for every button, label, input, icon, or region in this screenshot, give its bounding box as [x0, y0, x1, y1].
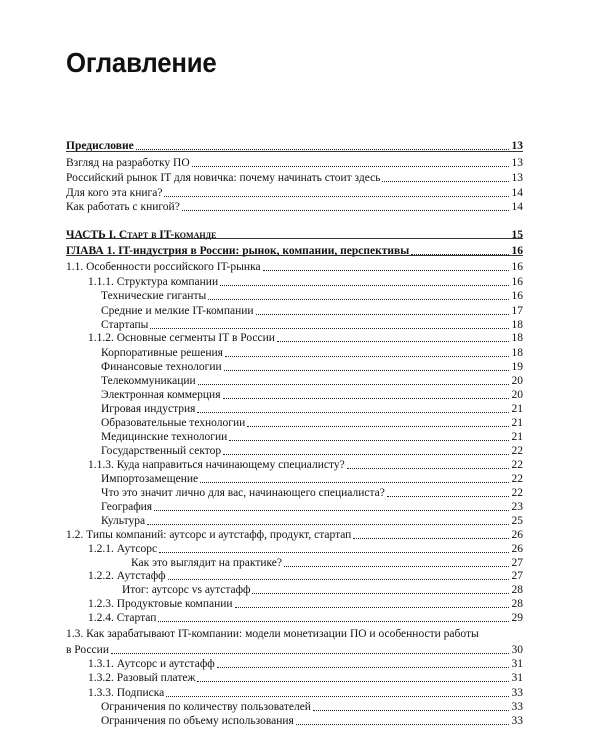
dot-leader: [111, 653, 509, 654]
dot-leader: [225, 356, 509, 357]
toc-page-number: 21: [511, 431, 523, 443]
toc-entry-title: Финансовые технологии: [101, 361, 222, 373]
toc-page-number: 26: [511, 529, 523, 541]
toc-page-number: 30: [511, 644, 523, 656]
toc-entry-title: 1.1.2. Основные сегменты IT в России: [88, 332, 275, 344]
dot-leader: [192, 166, 509, 167]
toc-entry-title: 1.2.2. Аутстафф: [88, 570, 166, 582]
toc-page-number: 22: [511, 487, 523, 499]
dot-leader: [387, 496, 509, 497]
toc-entry[interactable]: [101, 472, 523, 486]
toc-page-number: 18: [511, 332, 523, 344]
dot-leader: [220, 285, 509, 286]
toc-page-number: 31: [511, 658, 523, 670]
dot-leader: [200, 482, 509, 483]
toc-page-number: 27: [511, 570, 523, 582]
toc-entry[interactable]: [66, 200, 523, 214]
dot-leader: [154, 510, 509, 511]
toc-entry[interactable]: [66, 171, 523, 185]
dot-leader: [168, 579, 509, 580]
toc-entry[interactable]: [88, 597, 523, 611]
toc-page-number: 16: [511, 276, 523, 288]
toc-page-number: 33: [511, 687, 523, 699]
dot-leader: [252, 593, 509, 594]
toc-entry-title: 1.3.1. Аутсорс и аутстафф: [88, 658, 215, 670]
toc-page-number: 21: [511, 417, 523, 429]
toc-entry-title: 1.2. Типы компаний: аутсорс и аутстафф, продукт, стартап: [66, 529, 352, 541]
toc-page-number: 33: [511, 701, 523, 713]
toc-entry-title: 1.1.3. Куда направиться начинающему специалисту?: [88, 459, 345, 471]
toc-entry-title: Игровая индустрия: [101, 403, 196, 415]
toc-entry[interactable]: [101, 346, 523, 360]
toc-entry[interactable]: [88, 611, 523, 625]
toc-entry[interactable]: [66, 228, 523, 242]
toc-entry[interactable]: [101, 318, 523, 332]
dot-leader: [224, 370, 509, 371]
dot-leader: [166, 696, 509, 697]
toc-entry[interactable]: [88, 671, 523, 685]
dot-leader: [347, 468, 509, 469]
toc-page-number: 16: [511, 261, 523, 273]
toc-page-number: 29: [511, 612, 523, 624]
toc-page-number: 33: [511, 715, 523, 727]
dot-leader: [247, 426, 509, 427]
toc-entry[interactable]: [88, 569, 523, 583]
toc-entry-title: Предисловие: [66, 140, 134, 152]
toc-entry-title: 1.1.1. Структура компании: [88, 276, 219, 288]
dot-leader: [313, 710, 509, 711]
toc-page-number: 25: [511, 515, 523, 527]
toc-entry-title: Государственный сектор: [101, 445, 222, 457]
toc-entry-title: 1.3.2. Разовый платеж: [88, 672, 196, 684]
toc-page-number: 19: [511, 361, 523, 373]
toc-entry-title: 1.2.1. Аутсорс: [88, 543, 158, 555]
dot-leader: [217, 667, 509, 668]
dot-leader: [277, 341, 509, 342]
toc-entry-title: Электронная коммерция: [101, 389, 221, 401]
toc-entry-title: Телекоммуникации: [101, 375, 196, 387]
toc-entry-title: Ограничения по объему использования: [101, 715, 294, 727]
toc-page-number: 17: [511, 305, 523, 317]
toc-page-number: 31: [511, 672, 523, 684]
toc-page-number: 18: [511, 319, 523, 331]
toc-entry-title: Как работать с книгой?: [66, 201, 180, 213]
toc-entry[interactable]: [101, 514, 523, 528]
toc-entry[interactable]: [88, 686, 523, 700]
toc-entry[interactable]: [101, 500, 523, 514]
toc-entry[interactable]: [101, 360, 523, 374]
dot-leader: [136, 149, 509, 150]
toc-entry[interactable]: [66, 528, 523, 542]
dot-leader: [223, 454, 509, 455]
toc-entry-title: Что это значит лично для вас, начинающего специалиста?: [101, 487, 385, 499]
toc-entry[interactable]: [101, 444, 523, 458]
toc-entry-title: ЧАСТЬ I. Старт в IT-команде: [66, 229, 217, 241]
toc-page-number: 13: [511, 172, 523, 184]
toc-entry-title: Корпоративные решения: [101, 347, 223, 359]
dot-leader: [159, 552, 509, 553]
dot-leader: [150, 328, 509, 329]
toc-page-number: 20: [511, 375, 523, 387]
toc-entry-title: в России: [66, 644, 109, 656]
toc-entry-title: Средние и мелкие IT-компании: [101, 305, 254, 317]
toc-entry[interactable]: [66, 156, 523, 170]
toc-entry-title: ГЛАВА 1. IT-индустрия в России: рынок, компании, перспективы: [66, 245, 410, 257]
toc-entry-title: Российский рынок IT для новичка: почему начинать стоит здесь: [66, 172, 381, 184]
toc-entry-title: Образовательные технологии: [101, 417, 246, 429]
toc-entry[interactable]: [88, 331, 523, 345]
toc-entry[interactable]: [122, 583, 523, 597]
toc-entry[interactable]: [101, 388, 523, 402]
toc-entry-title: Для кого эта книга?: [66, 187, 163, 199]
page-title: Оглавление: [66, 47, 217, 78]
toc-entry-title: Медицинские технологии: [101, 431, 228, 443]
toc-page-number: 27: [511, 557, 523, 569]
toc-entry[interactable]: [131, 556, 523, 570]
toc-entry-title: 1.3.3. Подписка: [88, 687, 165, 699]
toc-entry[interactable]: [101, 416, 523, 430]
toc-page-number: 21: [511, 403, 523, 415]
toc-page-number: 14: [511, 201, 523, 213]
toc-entry-title: Импортозамещение: [101, 473, 199, 485]
toc-page-number: 16: [511, 290, 523, 302]
toc-page-number: 20: [511, 389, 523, 401]
toc-entry-title: Как это выглядит на практике?: [131, 557, 283, 569]
toc-entry-title: Стартапы: [101, 319, 149, 331]
toc-page-number: 22: [511, 445, 523, 457]
toc-entry[interactable]: [66, 186, 523, 200]
dot-leader: [223, 398, 509, 399]
dot-leader: [229, 440, 509, 441]
toc-entry[interactable]: [88, 458, 523, 472]
toc-entry[interactable]: [101, 700, 523, 714]
dot-leader: [353, 538, 509, 539]
dot-leader: [147, 524, 509, 525]
toc-entry[interactable]: [101, 430, 523, 444]
section-rule: [66, 238, 523, 239]
dot-leader: [182, 210, 509, 211]
toc-entry-title: Итог: аутсорс vs аутстафф: [122, 584, 251, 596]
dot-leader: [263, 270, 509, 271]
toc-entry-title: 1.3. Как зарабатывают IT-компании: модели монетизации ПО и особенности работы: [66, 628, 479, 640]
toc-entry[interactable]: [101, 402, 523, 416]
section-rule: [66, 151, 523, 152]
dot-leader: [284, 566, 509, 567]
toc-entry[interactable]: [101, 714, 523, 728]
toc-entry-title: 1.2.3. Продуктовые компании: [88, 598, 233, 610]
toc-page-number: 28: [511, 598, 523, 610]
toc-entry-title: Ограничения по количеству пользователей: [101, 701, 311, 713]
toc-page-number: 28: [511, 584, 523, 596]
dot-leader: [197, 412, 509, 413]
toc-page-number: 18: [511, 347, 523, 359]
dot-leader: [256, 314, 509, 315]
dot-leader: [235, 607, 509, 608]
toc-page-number: 13: [511, 157, 523, 169]
toc-page-number: 15: [511, 229, 523, 241]
toc-entry[interactable]: [101, 304, 523, 318]
toc-entry[interactable]: [101, 374, 523, 388]
toc-entry[interactable]: [88, 542, 523, 556]
toc-entry[interactable]: [66, 260, 523, 274]
dot-leader: [382, 181, 509, 182]
toc-page-number: 14: [511, 187, 523, 199]
toc-entry-title: Технические гиганты: [101, 290, 207, 302]
toc-entry[interactable]: [101, 289, 523, 303]
toc-entry[interactable]: [88, 657, 523, 671]
dot-leader: [198, 384, 509, 385]
toc-page-number: 22: [511, 459, 523, 471]
dot-leader: [208, 299, 509, 300]
toc-page-number: 26: [511, 543, 523, 555]
dot-leader: [197, 681, 509, 682]
toc-page-number: 13: [511, 140, 523, 152]
toc-entry[interactable]: [88, 275, 523, 289]
toc-page-number: 22: [511, 473, 523, 485]
toc-entry[interactable]: [66, 643, 523, 657]
dot-leader: [164, 196, 509, 197]
dot-leader: [158, 621, 509, 622]
toc-entry-title: 1.2.4. Стартап: [88, 612, 157, 624]
section-rule: [66, 255, 523, 256]
toc-entry-title: 1.1. Особенности российского IT-рынка: [66, 261, 261, 273]
toc-page-number: 23: [511, 501, 523, 513]
toc-entry-title: Взгляд на разработку ПО: [66, 157, 190, 169]
toc-entry-title: География: [101, 501, 153, 513]
toc-entry-title: Культура: [101, 515, 146, 527]
toc-page-number: 16: [511, 245, 523, 257]
dot-leader: [296, 724, 509, 725]
toc-entry[interactable]: [101, 486, 523, 500]
